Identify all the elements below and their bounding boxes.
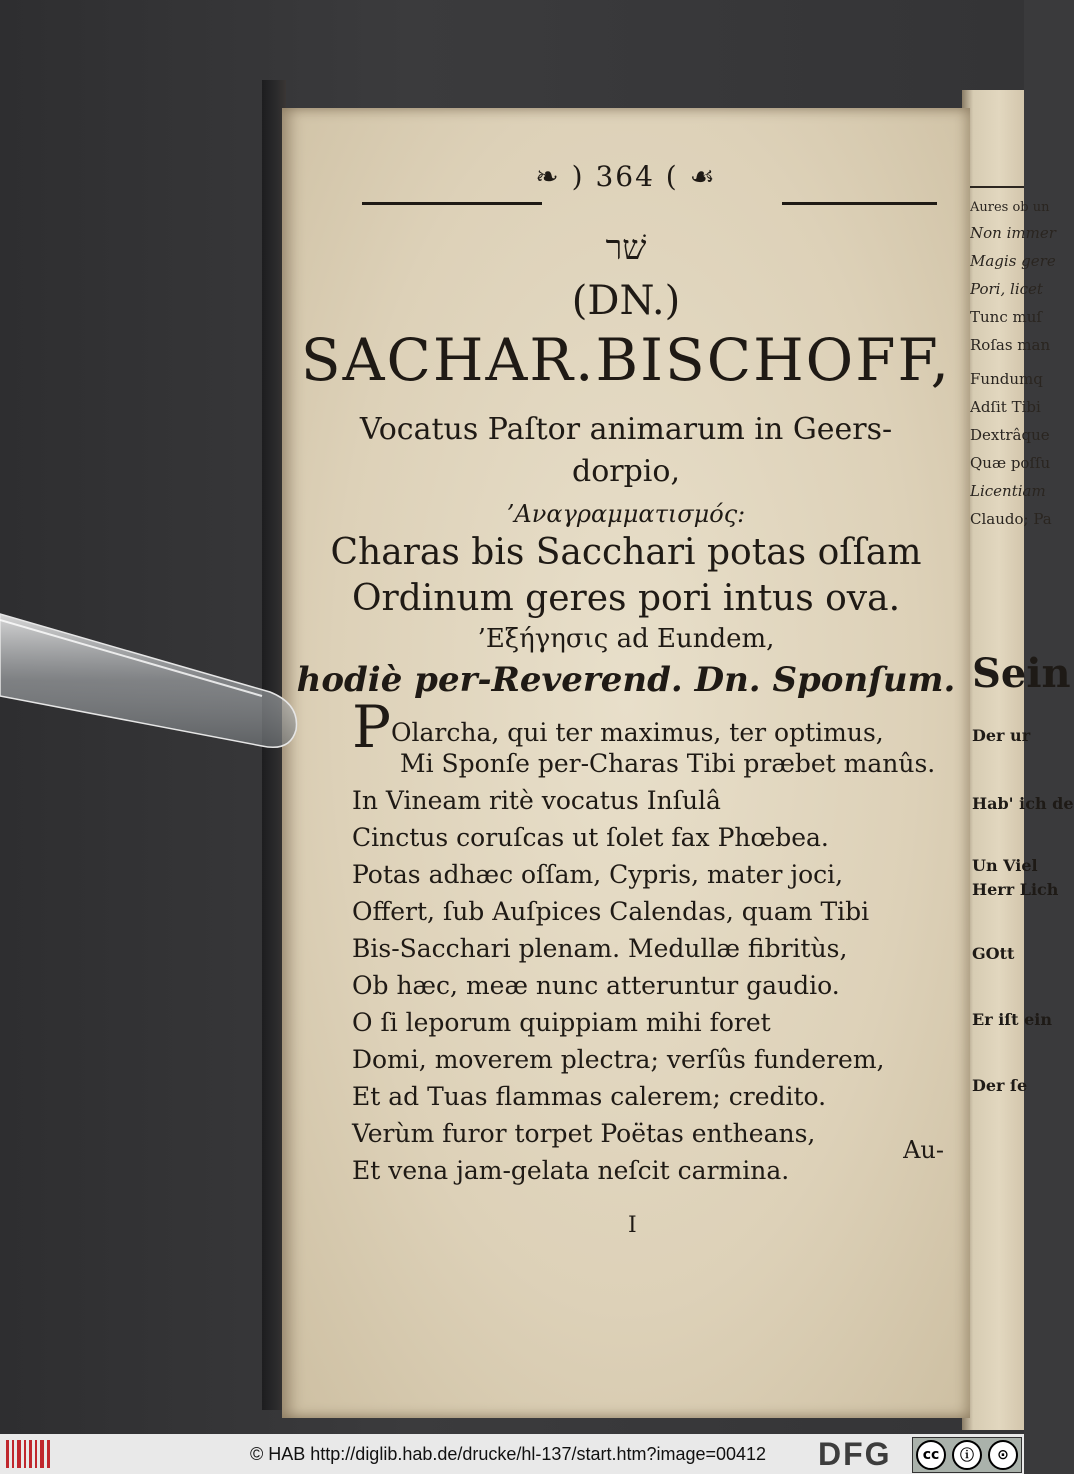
poem: [352, 693, 952, 1193]
poem-verse: Bis-Sacchari plenam. Medullæ fibritùs,: [352, 934, 848, 963]
poem-verse: Domi, moverem plectra; verſûs funderem,: [352, 1045, 885, 1074]
facing-line: Fundumq: [970, 370, 1043, 388]
drop-cap: P: [352, 693, 392, 761]
by-icon: ⓘ: [952, 1440, 982, 1470]
poem-verse: Cinctus coruſcas ut ſolet fax Phœbea.: [352, 823, 829, 852]
ornament-right-icon: ☙: [678, 160, 717, 193]
poem-verse: Offert, ſub Auſpices Calendas, quam Tibi: [352, 897, 870, 926]
facing-line: Aures ob un: [970, 200, 1050, 215]
anagram-line: Charas bis Sacchari potas oſſam: [330, 532, 922, 573]
poem-verse: Ob hæc, meæ nunc atteruntur gaudio.: [352, 971, 840, 1000]
subtitle-line: dorpio,: [571, 454, 680, 489]
greek-exegesis-label: ’Εξήγησις ad Eundem,: [477, 624, 775, 654]
facing-gothic-line: Un Viel: [972, 856, 1038, 875]
facing-line: Dextrâque: [970, 426, 1050, 444]
facing-gothic-line: Hab' ich de: [972, 794, 1074, 813]
facing-line: Quæ poſſu: [970, 454, 1051, 472]
barcode-icon: [6, 1440, 50, 1468]
glass-page-holder: [0, 600, 300, 770]
ornament-left-icon: ❧: [535, 160, 572, 193]
header-rule-right: [782, 202, 937, 205]
facing-gothic-line: Sein: [972, 650, 1071, 697]
page-number-header: [282, 160, 970, 193]
title-name: SACHAR.BISCHOFF,: [300, 326, 952, 394]
facing-line: Non immer: [970, 224, 1056, 242]
facing-gothic-line: Herr Lich: [972, 880, 1059, 899]
header-rule-left: [362, 202, 542, 205]
facing-line: Adſit Tibi: [970, 398, 1041, 416]
dfg-logo: DFG: [818, 1436, 892, 1472]
facing-line: Licentiam: [970, 482, 1046, 500]
footer-bar: [0, 1434, 1024, 1474]
subtitle-line: Vocatus Paſtor animarum in Geers-: [359, 412, 893, 447]
sa-icon: ⊙: [988, 1440, 1018, 1470]
dedication-line: hodiè per-Reverend. Dn. Sponſum.: [296, 660, 956, 700]
facing-gothic-line: Er iſt ein: [972, 1010, 1053, 1029]
poem-verse: In Vineam ritè vocatus Inſulâ: [352, 786, 721, 815]
book-page: [282, 108, 970, 1418]
poem-verse: Et vena jam-gelata neſcit carmina.: [352, 1156, 790, 1185]
cc-icon: cc: [916, 1440, 946, 1470]
greek-anagram-label: ’Αναγραμματισμός:: [506, 500, 746, 528]
facing-line: Tunc muſ: [970, 308, 1042, 326]
poem-verse: Et ad Tuas flammas calerem; credito.: [352, 1082, 827, 1111]
facing-line: Claudo; Pa: [970, 510, 1052, 528]
license-badge[interactable]: [912, 1437, 1022, 1473]
facing-gothic-line: Der ſe: [972, 1076, 1028, 1095]
facing-page-rule: [966, 186, 1024, 188]
poem-verse: POlarcha, qui ter maximus, ter optimus,: [352, 693, 884, 761]
facing-line: Magis gere: [970, 252, 1056, 270]
anagram-line: Ordinum geres pori intus ova.: [351, 578, 901, 619]
title-prefix: (DN.): [571, 278, 681, 324]
facing-line: Pori, licet: [970, 280, 1043, 298]
poem-verse: Mi Sponſe per-Charas Tibi præbet manûs.: [400, 749, 936, 778]
copyright-link[interactable]: © HAB http://diglib.hab.de/drucke/hl-137/start.htm?image=00412: [250, 1444, 767, 1464]
hebrew-heading: שׁר: [605, 228, 647, 268]
facing-gothic-line: Der ur: [972, 726, 1031, 745]
page-number: ) 364 (: [571, 160, 679, 193]
facing-page-edge: [962, 90, 1074, 1430]
signature-mark: I: [628, 1213, 637, 1238]
poem-verse: Potas adhæc oſſam, Cypris, mater joci,: [352, 860, 844, 889]
facing-line: Roſas man: [970, 336, 1051, 354]
facing-gothic-line: GOtt: [972, 944, 1015, 963]
poem-verse: O ſi leporum quippiam mihi foret: [352, 1008, 771, 1037]
catchword: Au-: [903, 1136, 944, 1164]
poem-verse: Verùm furor torpet Poëtas entheans,: [352, 1119, 816, 1148]
